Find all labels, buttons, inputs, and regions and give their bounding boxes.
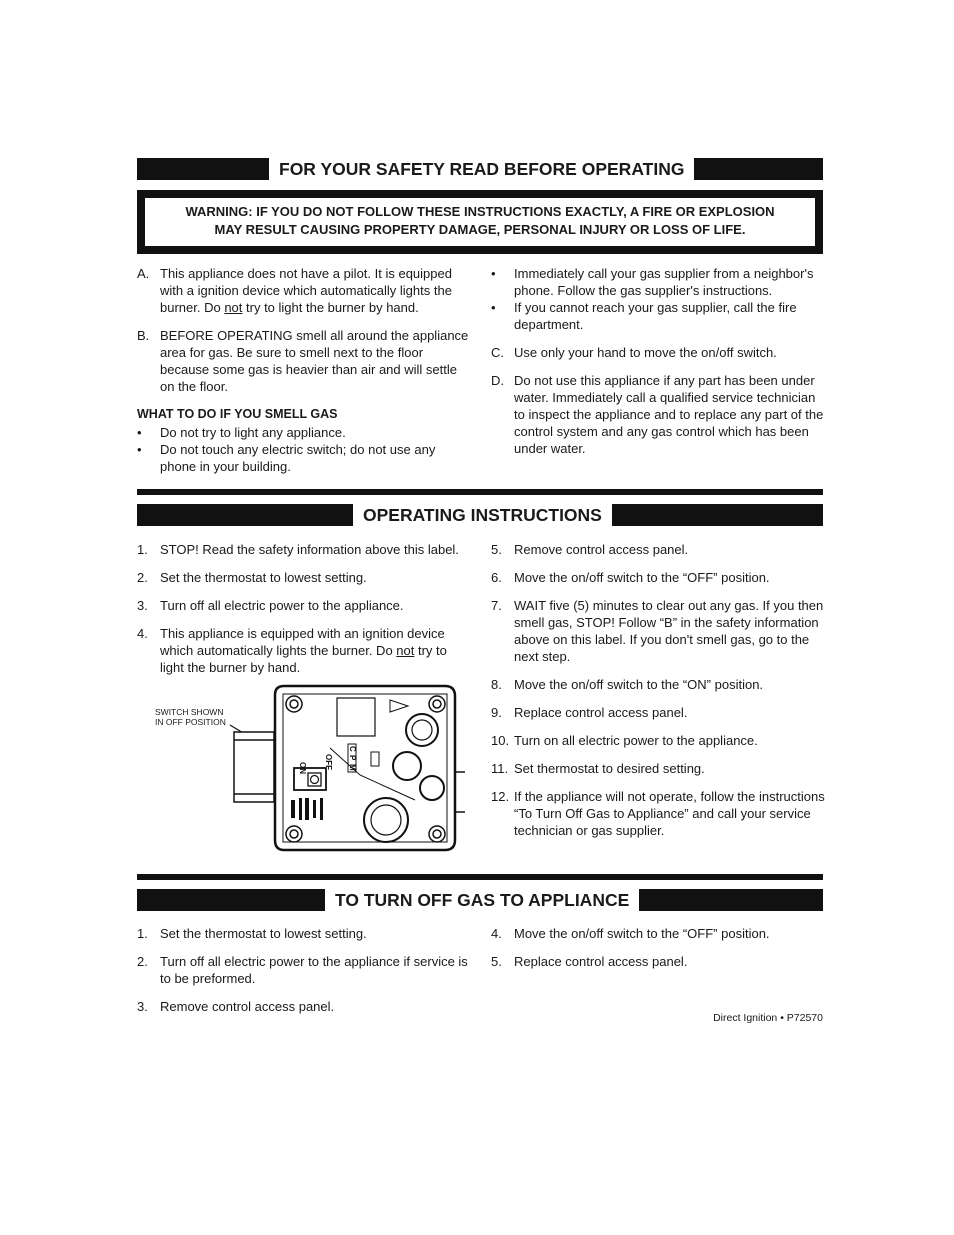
operating-step-7: 7. WAIT five (5) minutes to clear out any gas. If you then smell gas, STOP! Follow “B” in the safety information above on this label. If you don't smell gas, go to the next step. [491, 598, 824, 664]
operating-step-11: 11. Set thermostat to desired setting. [491, 761, 705, 776]
operating-step-8: 8. Move the on/off switch to the “ON” position. [491, 677, 764, 692]
operating-step-2: 2. Set the thermostat to lowest setting. [137, 570, 367, 585]
smell-bullet-3: • Immediately call your gas supplier from a neighbor's phone. Follow the gas supplier's instructions. [491, 266, 814, 298]
warning-line-2: MAY RESULT CAUSING PROPERTY DAMAGE, PERSONAL INJURY OR LOSS OF LIFE. [214, 222, 746, 237]
operating-step-1: 1. STOP! Read the safety information above this label. [137, 542, 459, 557]
safety-item-c: C. Use only your hand to move the on/off switch. [491, 345, 777, 360]
safety-right-column [491, 265, 826, 468]
operating-step-10: 10. Turn on all electric power to the appliance. [491, 733, 758, 748]
safety-item-d: D. Do not use this appliance if any part has been under water. Immediately call a qualified service technician to inspect the appliance and to replace any part of the control system and any gas control which has been under water. [491, 373, 824, 456]
safety-item-b: B. BEFORE OPERATING smell all around the appliance area for gas. Be sure to smell next to the floor because some gas is heavier than air and will settle on the floor. [137, 328, 469, 394]
valve-label-on: ON [298, 762, 307, 774]
safety-item-a: A. This appliance does not have a pilot. It is equipped with a ignition device which automatically lights the burner. Do not try to light the burner by hand. [137, 266, 452, 315]
operating-right-column [491, 541, 826, 850]
safety-left-column [137, 265, 472, 475]
safety-title: FOR YOUR SAFETY READ BEFORE OPERATING [269, 155, 694, 183]
operating-step-4: 4. This appliance is equipped with an ignition device which automatically lights the burner. Do not try to light the burner by hand. [137, 626, 447, 675]
warning-line-1: WARNING: IF YOU DO NOT FOLLOW THESE INSTRUCTIONS EXACTLY, A FIRE OR EXPLOSION [185, 204, 775, 219]
footer-part-number: Direct Ignition • P72570 [713, 1012, 823, 1024]
turnoff-title: TO TURN OFF GAS TO APPLIANCE [325, 886, 639, 914]
section-rule [137, 874, 823, 880]
operating-header-bar [137, 504, 823, 526]
turnoff-step-3: 3. Remove control access panel. [137, 999, 335, 1014]
smell-gas-heading: WHAT TO DO IF YOU SMELL GAS [137, 407, 338, 421]
operating-left-column [137, 541, 472, 687]
turnoff-step-2: 2. Turn off all electric power to the appliance if service is to be preformed. [137, 954, 468, 986]
smell-bullet-2: • Do not touch any electric switch; do not use any phone in your building. [137, 442, 436, 474]
operating-step-6: 6. Move the on/off switch to the “OFF” position. [491, 570, 770, 585]
operating-step-3: 3. Turn off all electric power to the appliance. [137, 598, 404, 613]
turnoff-left-column [137, 925, 472, 1026]
turnoff-right-column [491, 925, 826, 981]
operating-step-12: 12. If the appliance will not operate, follow the instructions “To Turn Off Gas to Appliance” and call your service technician or gas supplier. [491, 789, 825, 838]
turnoff-header-bar [137, 889, 823, 911]
turnoff-step-5: 5. Replace control access panel. [491, 954, 688, 969]
operating-step-5: 5. Remove control access panel. [491, 542, 689, 557]
smell-bullet-4: • If you cannot reach your gas supplier, call the fire department. [491, 300, 797, 332]
safety-header-bar [137, 158, 823, 180]
operating-step-9: 9. Replace control access panel. [491, 705, 688, 720]
section-rule [137, 489, 823, 495]
turnoff-step-4: 4. Move the on/off switch to the “OFF” position. [491, 926, 770, 941]
operating-title: OPERATING INSTRUCTIONS [353, 501, 612, 529]
gas-valve-diagram [150, 680, 465, 855]
valve-label-p: P [348, 755, 357, 761]
valve-label-off: OFF [324, 754, 333, 770]
warning-box [137, 190, 823, 254]
turnoff-step-1: 1. Set the thermostat to lowest setting. [137, 926, 367, 941]
valve-label-m: M [348, 764, 357, 771]
smell-bullet-1: • Do not try to light any appliance. [137, 425, 346, 440]
diagram-caption: SWITCH SHOWN IN OFF POSITION [155, 707, 226, 727]
warning-text [145, 198, 815, 246]
valve-label-c: C [348, 746, 357, 752]
